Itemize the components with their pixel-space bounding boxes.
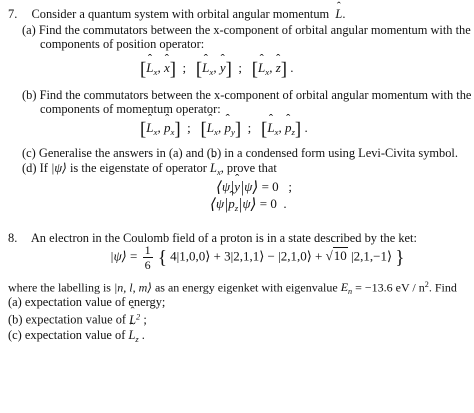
- q7-number: 7.: [8, 7, 18, 21]
- q8b-text: expectation value of: [25, 312, 127, 327]
- q8-labelling-ket: |n, l, m⟩: [113, 280, 152, 295]
- q7d-if: If: [39, 161, 48, 175]
- q8c-operator: ˆ $L_z$: [128, 328, 138, 342]
- q8-energy-symbol: $E_n$: [340, 280, 353, 297]
- q7a-commutators: [ˆ $L_x$, ˆ x] ; [ˆ $L_x$, ˆ y] ; [ˆ $L_x$, ˆ z] .: [140, 61, 294, 80]
- q7c-text: Generalise the answers in (a) and (b) in a condensed form using Levi-Civita symbol.: [38, 146, 458, 160]
- q7d-operator: ˆ $L_x$: [210, 161, 221, 175]
- q7-part-c: [22, 147, 458, 159]
- q7d-equation-2: ⟨ψ|ˆ $p_z|\psi⟩ = 0$ .: [210, 197, 287, 213]
- q8-ket-equation: |ψ⟩ = $\frac{1}{6}$ { 4|1,0,0⟩ + 3|2,1,1⟩ − |2,1,0⟩ + √10 |2,1,−1⟩ }: [110, 243, 405, 272]
- q7-part-a-line2: components of position operator:: [40, 37, 205, 51]
- q8-labelling-end: . Find: [428, 280, 457, 295]
- q8-number: 8.: [8, 231, 18, 245]
- q8-part-c: (c) expectation value of ˆ $L_z$ .: [8, 329, 145, 343]
- q8c-text: expectation value of: [24, 328, 126, 342]
- q8a-label: (a): [8, 295, 22, 309]
- q8-labelling-pre: where the labelling is: [8, 280, 111, 295]
- q7-part-b-line2: components of momentum operator:: [40, 102, 221, 116]
- q8-fraction: $\frac{1}{6}$: [144, 243, 151, 272]
- q8c-label: (c): [8, 328, 22, 342]
- q7c-label: (c): [22, 146, 36, 160]
- q7d-equation-1: ⟨ψ|ˆ y|ψ⟩ = 0 ;: [216, 180, 292, 195]
- q8-title: An electron in the Coulomb field of a proton is in a state described by the ket:: [30, 231, 417, 245]
- q8-part-a: [8, 296, 165, 308]
- q7d-mid: is the eigenstate of operator: [69, 161, 207, 175]
- q8-ket-terms-1: 4|1,0,0⟩ + 3|2,1,1⟩ − |2,1,0⟩ +: [170, 248, 323, 264]
- q7d-label: (d): [22, 161, 37, 175]
- q8-part-b: (b) expectation value of ˆ $L^2$ ;: [8, 312, 147, 326]
- q7a-label: (a): [22, 23, 36, 37]
- q7-part-b: [22, 89, 471, 101]
- q7b-commutators: [ˆ $L_x$, ˆ $p_x$] ; [ˆ $L_x$, ˆ $p_y$] ; [ˆ $L_x$, ˆ $p_z$] .: [140, 121, 308, 140]
- q7-part-a: [22, 24, 471, 36]
- q8-labelling-mid: as an energy eigenket with eigenvalue: [154, 280, 338, 295]
- q8a-text: expectation value of energy;: [24, 295, 166, 309]
- q8-energy-value: = −13.6 eV / n: [355, 280, 425, 295]
- q7-header: 7. Consider a quantum system with orbital angular momentum ˆ L.: [8, 8, 345, 20]
- q7d-end: , prove that: [220, 161, 277, 175]
- q7b-line1: Find the commutators between the x-component of orbital angular momentum with the: [39, 88, 472, 102]
- q7a-line1: Find the commutators between the x-component of orbital angular momentum with the: [38, 23, 471, 37]
- q7-title-symbol: ˆ L: [332, 7, 342, 21]
- q7-title: Consider a quantum system with orbital angular momentum: [31, 7, 330, 21]
- q8-header: [8, 232, 417, 244]
- q8-ket-terms-2: |2,1,−1⟩: [351, 248, 393, 264]
- q8b-operator: ˆ $L^2$: [129, 313, 140, 327]
- q8-labelling: where the labelling is |n, l, m⟩ as an energy eigenket with eigenvalue $E_n = -13.6$ eV / $n^2$. Find: [8, 280, 457, 297]
- q7b-label: (b): [22, 88, 37, 102]
- q7d-ket-psi: |ψ⟩: [50, 161, 67, 175]
- q8b-label: (b): [8, 312, 23, 327]
- q8-sqrt: √10: [325, 248, 347, 264]
